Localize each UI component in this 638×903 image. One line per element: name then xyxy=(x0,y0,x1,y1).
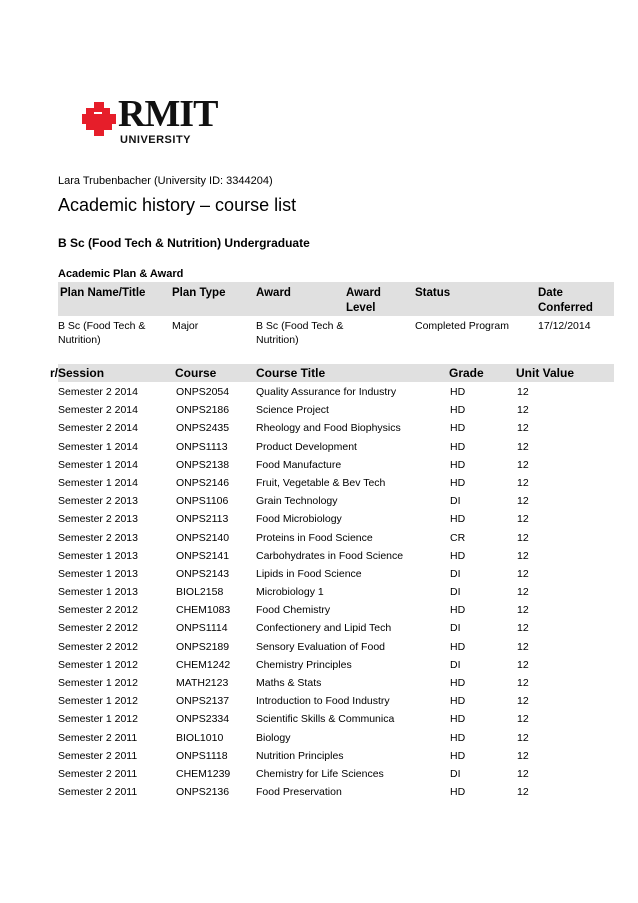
table-row xyxy=(58,619,614,637)
row-course-title: Food Microbiology xyxy=(256,513,342,526)
row-grade: DI xyxy=(450,586,461,599)
row-course-title: Biology xyxy=(256,731,291,744)
plan-status: Completed Program xyxy=(415,320,509,332)
row-unit-value: 12 xyxy=(517,731,529,744)
row-session: Semester 1 2012 xyxy=(58,677,138,689)
plan-col-type: Plan Type xyxy=(172,287,226,299)
row-course-title: Scientific Skills & Communica xyxy=(256,713,395,726)
row-grade: HD xyxy=(450,749,466,762)
row-course-code: ONPS2054 xyxy=(176,386,230,398)
course-table-body xyxy=(58,383,614,801)
table-row xyxy=(58,638,614,656)
row-session: Semester 1 2012 xyxy=(58,695,138,708)
row-course-code: ONPS2113 xyxy=(176,513,229,526)
row-course-code: BIOL2158 xyxy=(176,586,224,599)
row-session: Semester 2 2012 xyxy=(58,622,138,635)
row-unit-value: 12 xyxy=(517,567,529,580)
row-grade: HD xyxy=(450,640,466,653)
row-unit-value: 12 xyxy=(517,531,529,544)
row-session: Semester 2 2011 xyxy=(58,731,138,744)
course-col-session: r/Session xyxy=(50,366,105,380)
row-course-title: Chemistry for Life Sciences xyxy=(256,767,384,780)
row-course-code: ONPS1114 xyxy=(176,622,228,635)
table-row xyxy=(58,674,614,692)
row-session: Semester 2 2011 xyxy=(58,767,138,780)
course-table-header xyxy=(50,364,614,382)
logo-subtitle: UNIVERSITY xyxy=(120,134,192,146)
table-row xyxy=(58,492,614,510)
row-grade: HD xyxy=(450,386,466,398)
course-col-unit-value: Unit Value xyxy=(516,366,575,380)
row-course-code: ONPS2137 xyxy=(176,695,230,708)
row-session: Semester 1 2012 xyxy=(58,658,138,671)
row-unit-value: 12 xyxy=(517,767,529,780)
row-unit-value: 12 xyxy=(517,476,529,489)
row-course-title: Science Project xyxy=(256,404,329,417)
table-row xyxy=(58,510,614,528)
row-unit-value: 12 xyxy=(517,586,529,599)
row-course-code: ONPS2138 xyxy=(176,458,230,471)
plan-col-award: Award xyxy=(256,287,291,299)
table-row xyxy=(58,583,614,601)
row-course-code: CHEM1239 xyxy=(176,767,231,780)
row-unit-value: 12 xyxy=(517,786,529,799)
row-grade: DI xyxy=(450,567,461,580)
row-unit-value: 12 xyxy=(517,695,529,708)
logo-wordmark: RMIT xyxy=(118,93,218,135)
row-grade: CR xyxy=(450,531,466,544)
row-session: Semester 1 2013 xyxy=(58,586,138,599)
table-row xyxy=(58,438,614,456)
table-row xyxy=(58,783,614,801)
table-row xyxy=(58,747,614,765)
page-title: Academic history – course list xyxy=(58,195,297,215)
row-course-title: Maths & Stats xyxy=(256,677,322,689)
plan-type: Major xyxy=(172,320,199,332)
table-row xyxy=(58,547,614,565)
row-course-title: Lipids in Food Science xyxy=(256,567,362,580)
row-course-title: Introduction to Food Industry xyxy=(256,695,390,708)
table-row xyxy=(58,401,614,419)
row-course-code: MATH2123 xyxy=(176,677,229,689)
row-course-code: ONPS2143 xyxy=(176,567,230,580)
row-course-code: ONPS2435 xyxy=(176,422,230,435)
row-unit-value: 12 xyxy=(517,604,529,617)
row-course-title: Carbohydrates in Food Science xyxy=(256,549,404,562)
table-row xyxy=(58,474,614,492)
row-unit-value: 12 xyxy=(517,513,529,526)
row-course-code: ONPS2141 xyxy=(176,549,230,562)
row-course-title: Microbiology 1 xyxy=(256,586,324,599)
row-course-title: Sensory Evaluation of Food xyxy=(256,640,385,653)
row-grade: HD xyxy=(450,513,466,526)
table-row xyxy=(58,601,614,619)
row-course-title: Confectionery and Lipid Tech xyxy=(256,622,392,635)
plan-section-heading: Academic Plan & Award xyxy=(58,268,184,280)
row-unit-value: 12 xyxy=(517,404,529,417)
row-grade: HD xyxy=(450,713,466,726)
plan-table-header xyxy=(58,282,614,316)
row-course-code: ONPS2189 xyxy=(176,640,230,653)
row-session: Semester 2 2013 xyxy=(58,531,138,544)
row-course-code: ONPS2146 xyxy=(176,476,230,489)
row-grade: HD xyxy=(450,604,466,617)
row-course-code: ONPS1118 xyxy=(176,749,228,762)
row-grade: DI xyxy=(450,658,461,671)
plan-col-status: Status xyxy=(415,287,451,299)
row-course-title: Rheology and Food Biophysics xyxy=(256,422,401,435)
row-course-code: BIOL1010 xyxy=(176,731,224,744)
program-title: B Sc (Food Tech & Nutrition) Undergraduate xyxy=(58,236,310,250)
table-row xyxy=(58,456,614,474)
row-course-title: Proteins in Food Science xyxy=(256,531,373,544)
row-course-title: Chemistry Principles xyxy=(256,658,352,671)
row-course-title: Quality Assurance for Industry xyxy=(256,386,397,398)
table-row xyxy=(58,383,614,401)
row-session: Semester 2 2011 xyxy=(58,786,138,799)
row-session: Semester 1 2013 xyxy=(58,549,138,562)
row-unit-value: 12 xyxy=(517,713,529,726)
table-row xyxy=(58,765,614,783)
row-session: Semester 1 2013 xyxy=(58,567,138,580)
row-course-code: ONPS2186 xyxy=(176,404,230,417)
row-unit-value: 12 xyxy=(517,658,529,671)
row-course-code: CHEM1083 xyxy=(176,604,231,617)
table-row xyxy=(58,565,614,583)
student-info: Lara Trubenbacher (University ID: 3344204) xyxy=(58,175,273,187)
row-session: Semester 1 2014 xyxy=(58,440,138,453)
rmit-pixel-mark-icon xyxy=(82,102,116,136)
row-session: Semester 2 2011 xyxy=(58,749,138,762)
table-row xyxy=(58,419,614,437)
row-course-title: Food Manufacture xyxy=(256,458,342,471)
course-col-course: Course xyxy=(175,366,217,380)
row-unit-value: 12 xyxy=(517,640,529,653)
rmit-logo xyxy=(82,93,218,150)
row-course-title: Food Preservation xyxy=(256,786,342,799)
row-course-code: ONPS2334 xyxy=(176,713,230,726)
course-col-grade: Grade xyxy=(449,366,484,380)
row-course-code: CHEM1242 xyxy=(176,658,231,671)
row-unit-value: 12 xyxy=(517,495,529,508)
row-grade: DI xyxy=(450,767,461,780)
row-grade: HD xyxy=(450,549,466,562)
row-session: Semester 1 2014 xyxy=(58,476,138,489)
row-course-title: Product Development xyxy=(256,440,357,453)
row-course-title: Fruit, Vegetable & Bev Tech xyxy=(256,476,386,489)
row-session: Semester 1 2012 xyxy=(58,713,138,726)
plan-table-row xyxy=(58,317,614,351)
row-session: Semester 2 2014 xyxy=(58,422,138,435)
row-grade: HD xyxy=(450,404,466,417)
table-row xyxy=(58,729,614,747)
row-grade: HD xyxy=(450,422,466,435)
row-grade: HD xyxy=(450,458,466,471)
plan-award: B Sc (Food Tech & Nutrition) xyxy=(256,320,344,346)
row-grade: DI xyxy=(450,495,461,508)
row-grade: HD xyxy=(450,731,466,744)
row-grade: HD xyxy=(450,476,466,489)
row-session: Semester 1 2014 xyxy=(58,458,138,471)
row-course-title: Grain Technology xyxy=(256,495,338,508)
row-course-code: ONPS1106 xyxy=(176,495,229,508)
plan-col-date: Date Conferred xyxy=(538,287,593,314)
plan-name: B Sc (Food Tech & Nutrition) xyxy=(58,320,146,346)
row-grade: HD xyxy=(450,677,466,689)
row-session: Semester 2 2012 xyxy=(58,604,138,617)
row-unit-value: 12 xyxy=(517,422,529,435)
row-unit-value: 12 xyxy=(517,440,529,453)
row-unit-value: 12 xyxy=(517,386,529,398)
row-course-title: Nutrition Principles xyxy=(256,749,344,762)
row-course-code: ONPS1113 xyxy=(176,440,228,453)
table-row xyxy=(58,656,614,674)
row-session: Semester 2 2014 xyxy=(58,386,138,398)
plan-col-name: Plan Name/Title xyxy=(60,287,146,299)
row-course-code: ONPS2136 xyxy=(176,786,230,799)
row-session: Semester 2 2013 xyxy=(58,513,138,526)
row-grade: HD xyxy=(450,786,466,799)
row-unit-value: 12 xyxy=(517,549,529,562)
row-course-code: ONPS2140 xyxy=(176,531,230,544)
row-grade: HD xyxy=(450,440,466,453)
row-unit-value: 12 xyxy=(517,622,529,635)
row-unit-value: 12 xyxy=(517,458,529,471)
row-unit-value: 12 xyxy=(517,677,529,689)
table-row xyxy=(58,710,614,728)
course-col-title: Course Title xyxy=(256,366,326,380)
row-course-title: Food Chemistry xyxy=(256,604,331,617)
plan-col-award-level: Award Level xyxy=(346,287,381,314)
row-session: Semester 2 2012 xyxy=(58,640,138,653)
table-row xyxy=(58,692,614,710)
plan-date-conferred: 17/12/2014 xyxy=(538,320,591,332)
row-grade: DI xyxy=(450,622,461,635)
row-session: Semester 2 2014 xyxy=(58,404,138,417)
row-session: Semester 2 2013 xyxy=(58,495,138,508)
row-grade: HD xyxy=(450,695,466,708)
table-row xyxy=(58,529,614,547)
row-unit-value: 12 xyxy=(517,749,529,762)
